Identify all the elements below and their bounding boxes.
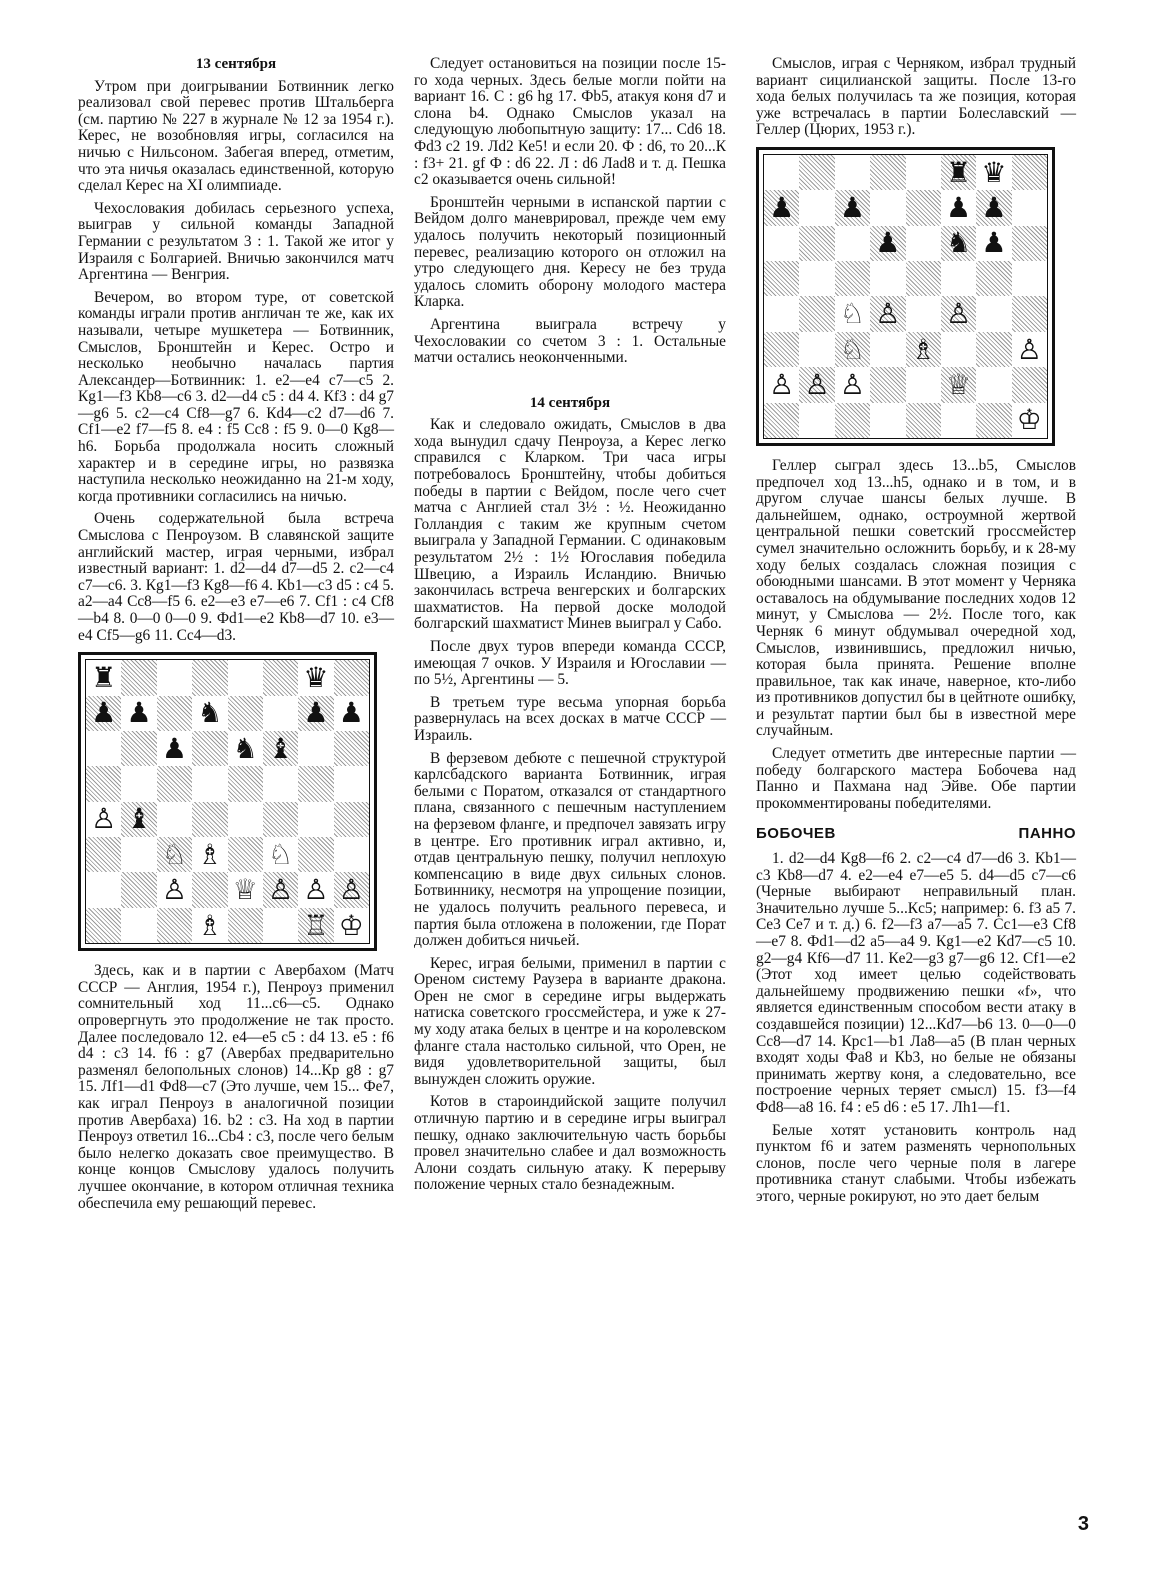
board-square [835, 261, 870, 296]
board-square [228, 837, 263, 872]
board-square: ♙ [263, 872, 298, 907]
chess-board-grid [85, 659, 370, 944]
board-square: ♙ [799, 367, 834, 402]
board-square: ♟ [86, 696, 121, 731]
board-square: ♗ [906, 332, 941, 367]
paragraph: Вечером, во втором туре, от советской команды играли против англичан те же, как их называли, четыре мушкетера — Ботвинник, Смыслов, Бронштейн и Керес. Остро и несколько необычно началась партия Александер—Ботвинник: 1. e2—e4 c7—c5 2. Кg1—f3 Кb8—c6 3. d2—d4 c5 : d4 4. Кf3 : d4 g7—g6 5. c2—c4 Сf8—g7 6. Кd4—c2 d7—d6 7. Сf1—e2 f7—f5 8. e4 : f5 Сc8 : f5 9. 0—0 Кg8—h6. Борьба продолжала носить сложный характер и в середине игры, но развязка наступила несколько неожиданно на 21-м ходу, когда противники согласились на ничью. [78, 288, 394, 505]
board-square [906, 296, 941, 331]
board-square [121, 660, 156, 695]
paragraph: 1. d2—d4 Кg8—f6 2. c2—c4 d7—d6 3. Кb1—c3 Кb8—d7 4. e2—e4 e7—e5 5. d4—d5 c7—c6 (Черные выбирают неправильный план. Значительно лучше 5...Кc5; например: 6. f3 a5 7. Сe3 Сe7 и т. д.) 6. f2—f3 a7—a5 7. Сc1—e3 Сf8—e7 8. Фd1—d2 a5—a4 9. Кg1—e2 Кd7—c5 10. g2—g4 Кf6—d7 11. Кe2—g3 g7—g6 12. Сf1—e2 (Этот ход имеет целью содействовать дальнейшему продвижению пешки «f», что является единственным способом вести атаку в создавшейся позиции) 12...Кd7—b6 13. 0—0—0 Сc8—d7 14. Крc1—b1 Лa8—a5 (В план черных входят ходы Фa8 и Кb3, но белые не обязаны принимать жертву коня, а следовательно, все построение черных теряет смысл) 15. f3—f4 Фd8—a8 16. f4 : e5 d6 : e5 17. Лh1—f1. [756, 850, 1076, 1116]
board-square [1012, 367, 1047, 402]
board-square [192, 660, 227, 695]
board-square: ♞ [228, 731, 263, 766]
board-square [764, 403, 799, 438]
board-square [334, 802, 369, 837]
board-square [799, 261, 834, 296]
board-square [192, 802, 227, 837]
paragraph: Очень содержательной была встреча Смыслова с Пенроузом. В славянской защите английский мастер, играя черными, избрал известный вариант: 1. d2—d4 d7—d5 2. c2—c4 c7—c6. 3. Кg1—f3 Кg8—f6 4. Кb1—c3 d5 : c4 5. a2—a4 Сc8—f5 6. e2—e3 e7—e6 7. Сf1 : c4 Сf8—b4 8. 0—0 0—0 9. Фd1—e2 Кb8—d7 10. e3—e4 Сf5—g6 11. Сc4—d3. [78, 510, 394, 644]
board-square [1012, 261, 1047, 296]
black-player: ПАННО [1018, 825, 1076, 843]
board-square [976, 296, 1011, 331]
board-square [192, 766, 227, 801]
board-square [941, 403, 976, 438]
board-square [157, 802, 192, 837]
board-square: ♕ [941, 367, 976, 402]
board-square [192, 731, 227, 766]
board-square [192, 872, 227, 907]
paragraph: В третьем туре весьма упорная борьба развернулась на всех досках в матче СССР — Израиль. [414, 693, 726, 744]
paragraph: Как и следовало ожидать, Смыслов в два хода вынудил сдачу Пенроуза, а Керес легко справился с Кларком. Три часа игры потребовалось Бронштейну, чтобы добиться победы в партии с Вейдом, после чего счет матча с Англией стал 3½ : ½. Неожиданно Голландия с таким же крупным счетом выиграла у Западной Германии. С одинаковым результатом 2½ : 1½ Югославия победила Швецию, а Израиль Исландию. Вничью закончилась встреча венгерских и болгарских шахматистов. На первой доске молодой болгарский шахматист Минев выиграл у Сабо. [414, 416, 726, 633]
board-square [870, 403, 905, 438]
board-square [799, 296, 834, 331]
board-square [334, 766, 369, 801]
board-square: ♟ [157, 731, 192, 766]
board-square [298, 837, 333, 872]
date-heading-sep14: 14 сентября [529, 394, 611, 411]
board-square [870, 367, 905, 402]
paragraph: Бронштейн черными в испанской партии с Вейдом долго маневрировал, прежде чем ему удалось получить некоторый позиционный перевес, реализацию которого он отложил на утро следующего дня. Кересу не без труда удалось сломить оборону молодого мастера Кларка. [414, 193, 726, 311]
board-square [941, 332, 976, 367]
board-square [263, 802, 298, 837]
board-square [121, 908, 156, 943]
board-square [799, 155, 834, 190]
board-square: ♗ [192, 908, 227, 943]
board-square [906, 367, 941, 402]
board-square [1012, 226, 1047, 261]
page-number: 3 [1077, 1513, 1089, 1535]
board-square [870, 190, 905, 225]
board-square [263, 766, 298, 801]
board-square [86, 908, 121, 943]
board-square [121, 837, 156, 872]
board-square [764, 332, 799, 367]
paragraph: Геллер сыграл здесь 13...b5, Смыслов предпочел ход 13...h5, однако и в том, и в другом случае шансы белых лучше. В дальнейшем, однако, остроумной жертвой центральной пешки советский гроссмейстер сумел значительно осложнить борьбу, и к 28-му ходу белых создалась сложная позиция с обоюдными шансами. В этот момент у Черняка оставалось на обдумывание последних ходов 12 минут, у Смыслова — 2½. После того, как Черняк 6 минут обдумывал очередной ход, Смыслов, извинившись, предложил ничью, которая была принята. Решение вполне правильное, так как иначе, наверное, кто-либо из противников допустил бы в цейтноте ошибку, и результат партии был бы в известной мере случайным. [756, 456, 1076, 740]
board-square [906, 403, 941, 438]
board-square [121, 731, 156, 766]
board-square: ♞ [941, 226, 976, 261]
board-square: ♛ [976, 155, 1011, 190]
board-square [1012, 155, 1047, 190]
board-square [263, 660, 298, 695]
date-heading-sep13: 13 сентября [195, 56, 277, 72]
paragraph: Здесь, как и в партии с Авербахом (Матч СССР — Англия, 1954 г.), Пенроуз применил сомнительный ход 11...c6—c5. Однако опровергнуть это продолжение не так просто. Далее последовало 12. e4—e5 c5 : d4 13. e5 : f6 d4 : c3 14. f6 : g7 (Авербах предварительно разменял белопольных слонов) 14...Кр g8 : g7 15. Лf1—d1 Фd8—c7 (Это лучше, чем 15... Фe7, как играл Пенроуз в аналогичной позиции против Авербаха) 16. b2 : c3. На ход в партии Пенроуз ответил 16...Сb4 : c3, после чего белым было нелегко доказать свое преимущество. В конце концов Смыслову удалось получить лучшее окончание, в котором отличная техника обеспечила ему решающий перевес. [78, 962, 394, 1212]
board-square [334, 731, 369, 766]
board-square [157, 766, 192, 801]
board-square [157, 696, 192, 731]
board-square [86, 872, 121, 907]
board-square: ♜ [86, 660, 121, 695]
board-square: ♟ [298, 696, 333, 731]
board-square [799, 226, 834, 261]
board-square: ♙ [835, 367, 870, 402]
board-square: ♝ [263, 731, 298, 766]
chess-board-grid [763, 154, 1048, 439]
board-square: ♘ [263, 837, 298, 872]
board-square: ♙ [941, 296, 976, 331]
board-square: ♙ [157, 872, 192, 907]
board-square [835, 403, 870, 438]
paragraph: Керес, играя белыми, применил в партии с Ореном систему Раузера в варианте дракона. Орен не смог в середине игры выдержать натиска советского гроссмейстера, и уже к 27-му ходу атака белых в центре и на королевском фланге стала настолько сильной, что Орен, не видя удовлетворительной защиты, был вынужден сложить оружие. [414, 954, 726, 1088]
board-square [764, 261, 799, 296]
board-square [835, 155, 870, 190]
board-square [121, 766, 156, 801]
board-square [976, 332, 1011, 367]
board-square: ♞ [192, 696, 227, 731]
column-3 [756, 56, 1076, 1212]
board-square [228, 802, 263, 837]
board-square [86, 731, 121, 766]
board-square [799, 332, 834, 367]
board-square: ♕ [228, 872, 263, 907]
paragraph: В ферзевом дебюте с пешечной структурой карлсбадского варианта Ботвинник, играя белыми с Поратом, отказался от стандартного плана, связанного с пешечным наступлением на ферзевом фланге, и предпочел завязать игру в центре. Его противник играл активно, и, отдав центральную пешку, получил неплохую компенсацию в виде двух сильных слонов. Ботвиннику, несмотря на упрощение позиции, не удалось получить реального перевеса, и партия была отложена в положении, где Порат должен добиться ничьей. [414, 749, 726, 950]
board-square [764, 155, 799, 190]
board-square [764, 296, 799, 331]
board-square [835, 226, 870, 261]
board-square [906, 155, 941, 190]
paragraph: Аргентина выиграла встречу у Чехословакии со счетом 3 : 1. Остальные матчи остались неоконченными. [414, 315, 726, 367]
board-square [906, 226, 941, 261]
board-square [941, 261, 976, 296]
board-square [263, 696, 298, 731]
board-square: ♙ [1012, 332, 1047, 367]
chess-diagram-2 [756, 147, 1055, 446]
board-square: ♟ [121, 696, 156, 731]
paragraph: После двух туров впереди команда СССР, имеющая 7 очков. У Израиля и Югославии — по 5½, Аргентины — 5. [414, 638, 726, 689]
board-square [86, 766, 121, 801]
board-square: ♟ [334, 696, 369, 731]
board-square [799, 190, 834, 225]
board-square [298, 802, 333, 837]
board-square [976, 403, 1011, 438]
board-square: ♔ [334, 908, 369, 943]
board-square [1012, 190, 1047, 225]
board-square: ♖ [298, 908, 333, 943]
board-square [870, 261, 905, 296]
board-square [334, 837, 369, 872]
white-player: БОБОЧЕВ [756, 825, 836, 843]
board-square: ♙ [86, 802, 121, 837]
board-square [263, 908, 298, 943]
board-square [86, 837, 121, 872]
board-square [870, 155, 905, 190]
board-square [228, 696, 263, 731]
board-square: ♙ [764, 367, 799, 402]
board-square: ♟ [835, 190, 870, 225]
board-square [228, 766, 263, 801]
column-2 [414, 56, 726, 1200]
paragraph: Следует отметить две интересные партии — победу болгарского мастера Бобочева над Панно и Пахмана над Эйве. Обе партии прокомментированы победителями. [756, 745, 1076, 812]
paragraph: Белые хотят установить контроль над пунктом f6 и затем разменять чернопольных слонов, после чего черные поля в лагере противника станут слабыми. Чтобы избежать этого, черные рокируют, но это дает белым [756, 1121, 1076, 1205]
paragraph: Чехословакия добилась серьезного успеха, выиграв у сильной команды Западной Германии с результатом 3 : 1. Такой же итог у Израиля с Болгарией. Вничью закончился матч Аргентина — Венгрия. [78, 199, 394, 284]
board-square: ♟ [976, 226, 1011, 261]
board-square [334, 660, 369, 695]
board-square: ♟ [976, 190, 1011, 225]
column-1 [78, 56, 394, 1218]
board-square: ♙ [298, 872, 333, 907]
board-square [906, 190, 941, 225]
board-square [764, 226, 799, 261]
board-square [157, 908, 192, 943]
board-square: ♘ [835, 296, 870, 331]
board-square: ♙ [334, 872, 369, 907]
paragraph: Утром при доигрывании Ботвинник легко реализовал свой перевес против Штальберга (см. партию № 227 в журнале № 12 за 1954 г.). Керес, не возобновляя игры, согласился на ничью с Нильсоном. Забегая вперед, отметим, что эта ничья оказалась единственной, которую сделал Керес на XI олимпиаде. [78, 77, 394, 195]
board-square [906, 261, 941, 296]
board-square [121, 872, 156, 907]
board-square: ♜ [941, 155, 976, 190]
board-square: ♗ [192, 837, 227, 872]
chess-diagram-1 [78, 652, 377, 951]
board-square: ♘ [835, 332, 870, 367]
paragraph: Следует остановиться на позиции после 15-го хода черных. Здесь белые могли пойти на вариант 16. С : g6 hg 17. Фb5, атакуя коня d7 и слона b4. Однако Смыслов указал на следующую любопытную защиту: 17... Сd6 18. Фd3 c2 19. Лd2 Кe5! и если 20. Ф : d6, то 20...К : f3+ 21. gf Ф : d6 22. Л : d6 Лad8 и т. д. Пешка c2 оказывается очень сильной! [414, 55, 726, 189]
paragraph: Котов в староиндийской защите получил отличную партию и в середине игры выиграл пешку, однако заключительную часть борьбы провел значительно слабее и дал возможность Алони создать сильную атаку. К перерыву положение черных стало безнадежным. [414, 1093, 726, 1194]
board-square: ♝ [121, 802, 156, 837]
board-square: ♔ [1012, 403, 1047, 438]
board-square [298, 766, 333, 801]
board-square: ♘ [157, 837, 192, 872]
board-square [298, 731, 333, 766]
paragraph: Смыслов, играя с Черняком, избрал трудный вариант сицилианской защиты. После 13-го хода белых получилась та же позиция, которая уже встречалась в партии Болеславский — Геллер (Цюрих, 1953 г.). [756, 55, 1076, 139]
board-square [976, 261, 1011, 296]
board-square [799, 403, 834, 438]
board-square [1012, 296, 1047, 331]
game-header [756, 826, 1076, 843]
board-square [976, 367, 1011, 402]
board-square [870, 332, 905, 367]
board-square: ♟ [870, 226, 905, 261]
board-square: ♙ [870, 296, 905, 331]
board-square [228, 660, 263, 695]
board-square [228, 908, 263, 943]
board-square [157, 660, 192, 695]
board-square: ♟ [941, 190, 976, 225]
board-square: ♛ [298, 660, 333, 695]
board-square: ♟ [764, 190, 799, 225]
